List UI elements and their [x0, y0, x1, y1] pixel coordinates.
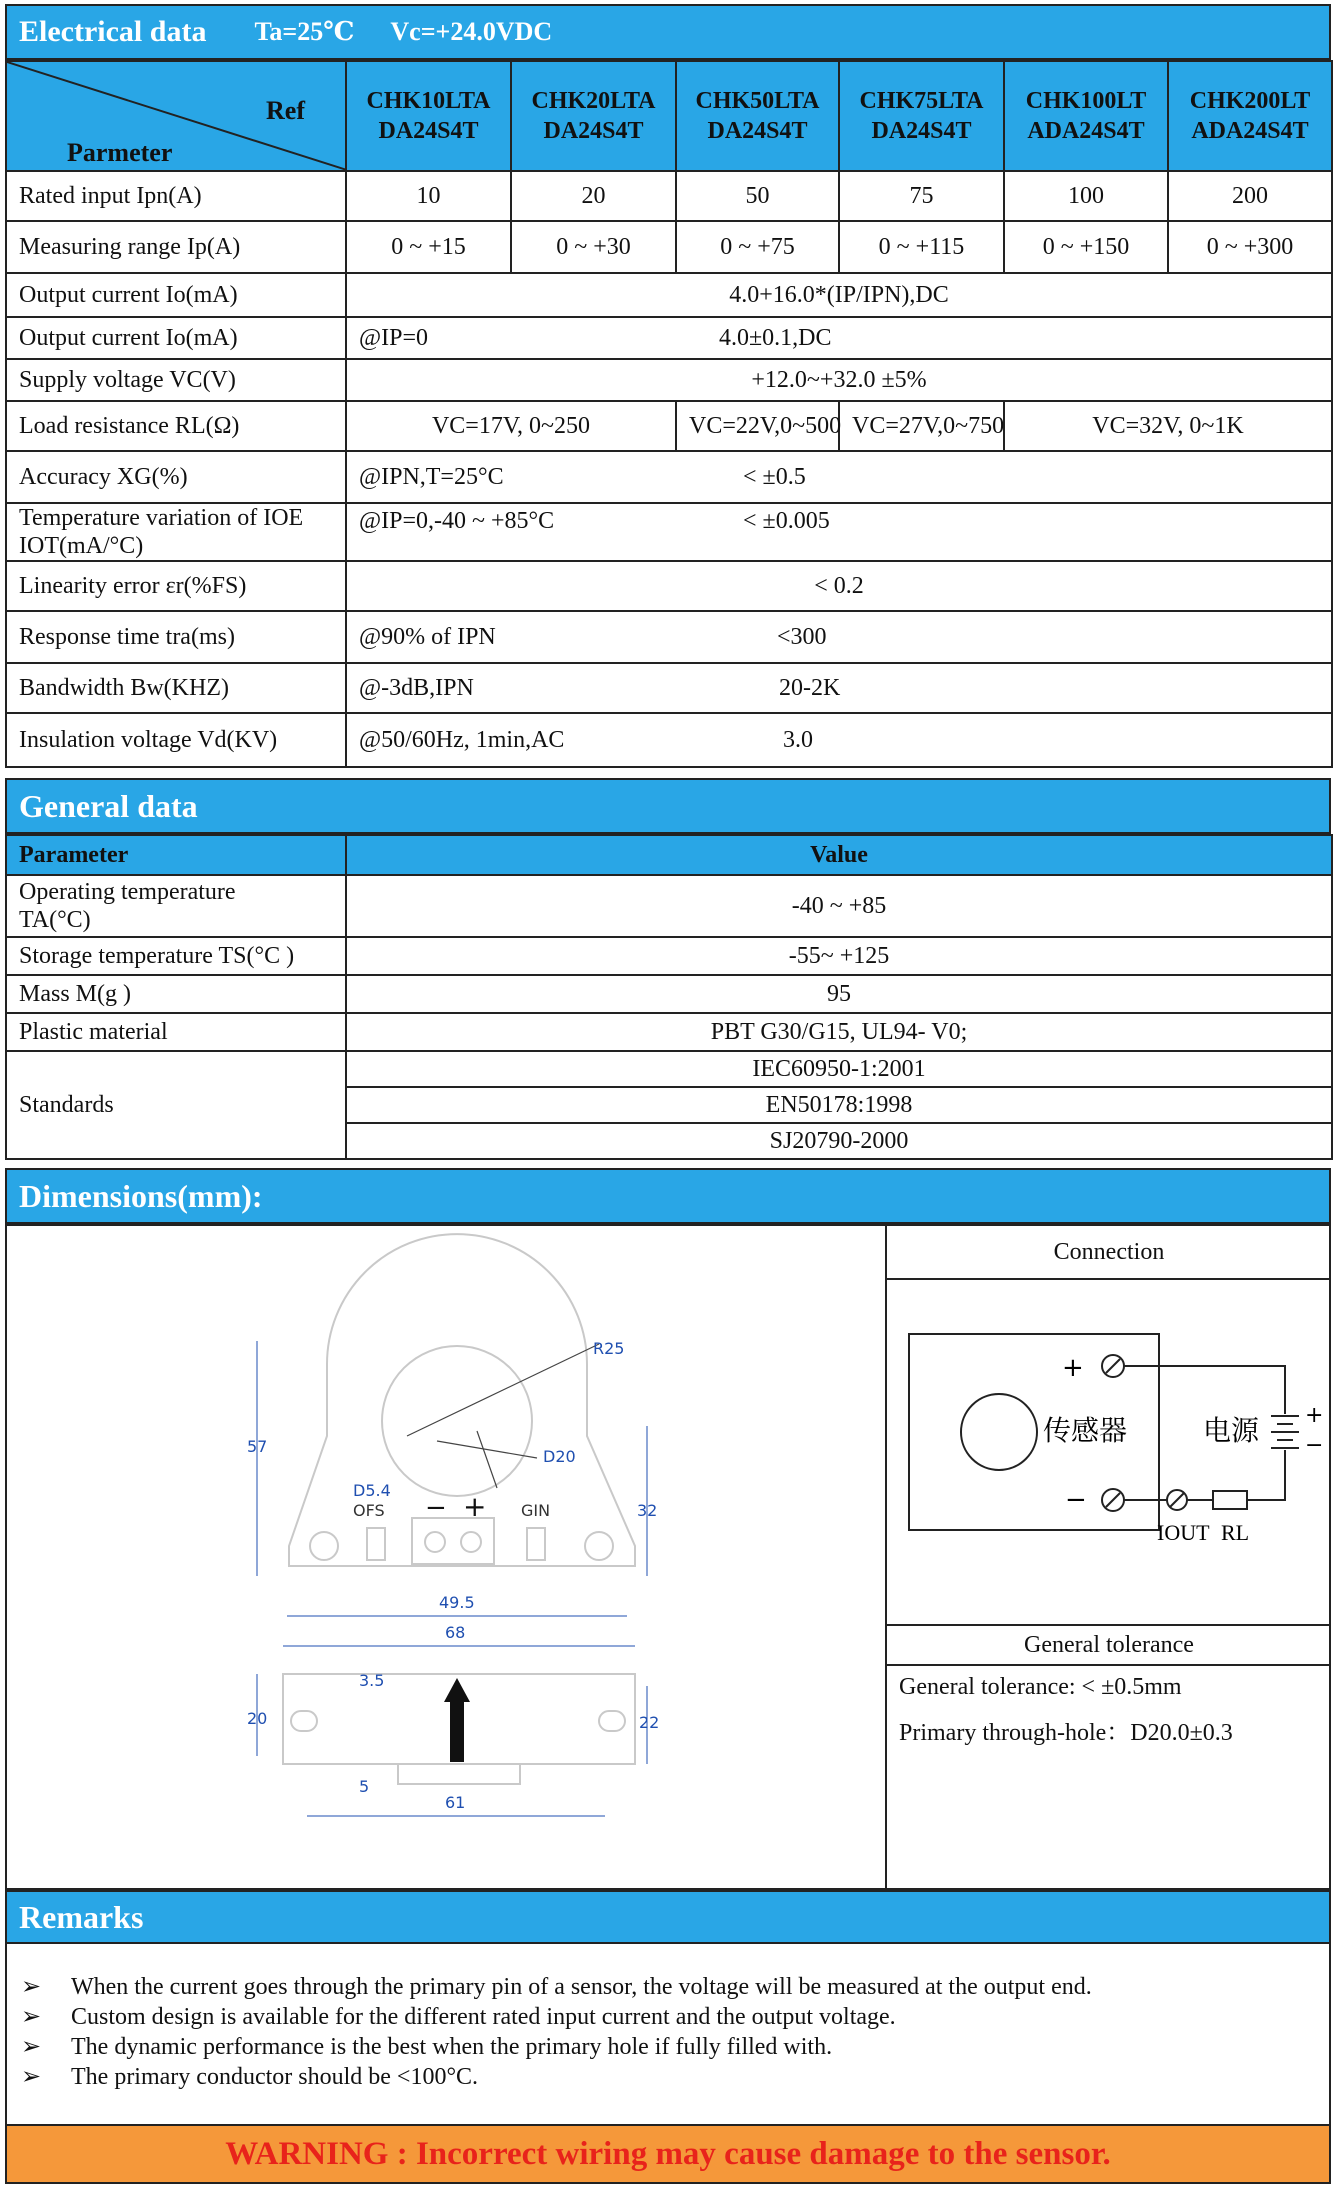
sensor-front-view	[289, 1234, 635, 1566]
table-row	[6, 1051, 1332, 1087]
row-label: Output current Io(mA)	[6, 317, 346, 359]
battery-minus-label: −	[1305, 1433, 1324, 1458]
table-cell: 10	[346, 171, 511, 221]
remark-text: The primary conductor should be <100°C.	[71, 2064, 479, 2090]
table-row	[6, 937, 1332, 975]
ofs-label: OFS	[353, 1501, 385, 1520]
connection-title: Connection	[887, 1226, 1331, 1280]
dim-32: 32	[637, 1501, 658, 1520]
model-cell: CHK10LTA DA24S4T	[346, 61, 511, 171]
battery-plus-label: +	[1305, 1403, 1324, 1428]
arrow-bullet-icon: ➢	[21, 2064, 42, 2090]
connection-panel	[885, 1226, 1331, 1888]
condition-ta: Ta=25℃	[254, 17, 355, 46]
table-cell: 0 ~ +115	[839, 221, 1004, 273]
arrow-bullet-icon: ➢	[21, 2034, 42, 2060]
current-direction-arrow	[444, 1678, 470, 1762]
value-text: 3.0	[783, 726, 813, 753]
table-row	[6, 975, 1332, 1013]
row-label: Temperature variation of IOE IOT(mA/°C)	[6, 503, 346, 561]
row-label: Load resistance RL(Ω)	[6, 401, 346, 451]
table-cell: VC=17V, 0~250	[346, 401, 676, 451]
row-label: Rated input Ipn(A)	[6, 171, 346, 221]
dimensions-header	[5, 1168, 1331, 1224]
battery-icon	[1271, 1416, 1299, 1448]
condition-text: @50/60Hz, 1min,AC	[359, 726, 565, 753]
row-label: Mass M(g )	[6, 975, 346, 1013]
value-text: <300	[777, 623, 827, 650]
value-header: Value	[346, 835, 1332, 875]
remark-text: When the current goes through the primary pin of a sensor, the voltage will be measured at the output end.	[71, 1974, 1092, 2000]
row-label: Supply voltage VC(V)	[6, 359, 346, 401]
table-cell: 100	[1004, 171, 1168, 221]
tolerance-line-2: Primary through-hole：D20.0±0.3	[899, 1720, 1233, 1746]
dim-35: 3.5	[359, 1671, 385, 1690]
table-cell: 0 ~ +300	[1168, 221, 1332, 273]
table-cell: 200	[1168, 171, 1332, 221]
dim-57: 57	[247, 1437, 268, 1456]
table-cell: 0 ~ +150	[1004, 221, 1168, 273]
table-cell: EN50178:1998	[346, 1087, 1332, 1123]
table-row	[6, 503, 1332, 561]
condition-text: @-3dB,IPN	[359, 674, 474, 701]
table-row	[6, 359, 1332, 401]
table-cell: VC=32V, 0~1K	[1004, 401, 1332, 451]
electrical-data-header	[5, 4, 1331, 60]
terminal-minus: −	[425, 1493, 447, 1523]
dim-20: 20	[247, 1709, 268, 1728]
general-data-header	[5, 778, 1331, 834]
condition-vc: Vc=+24.0VDC	[390, 17, 553, 46]
table-cell: -40 ~ +85	[346, 875, 1332, 937]
condition-text: @IP=0	[359, 324, 428, 351]
dim-68: 68	[445, 1623, 466, 1642]
dim-d20: D20	[543, 1447, 576, 1466]
table-row	[6, 663, 1332, 713]
dim-d54: D5.4	[353, 1481, 391, 1500]
condition-text: @90% of IPN	[359, 623, 496, 650]
dim-61: 61	[445, 1793, 466, 1812]
load-resistor	[1213, 1491, 1247, 1509]
table-row	[6, 875, 1332, 937]
iout-label: IOUT	[1157, 1520, 1210, 1545]
table-cell	[346, 713, 1332, 767]
remarks-header	[5, 1890, 1331, 1944]
table-row	[6, 317, 1332, 359]
warning-text: WARNING : Incorrect wiring may cause damage to the sensor.	[225, 2135, 1111, 2172]
leader-lines	[407, 1344, 599, 1488]
row-label: Measuring range Ip(A)	[6, 221, 346, 273]
tolerance-line-1: General tolerance: < ±0.5mm	[899, 1674, 1182, 1700]
value-text: 4.0±0.1,DC	[719, 324, 832, 351]
ref-parameter-cell	[6, 61, 346, 171]
condition-text: @IP=0,-40 ~ +85°C	[359, 508, 555, 534]
rl-label: RL	[1221, 1520, 1250, 1545]
row-label: Standards	[6, 1051, 346, 1159]
table-cell	[346, 451, 1332, 503]
table-cell: 50	[676, 171, 839, 221]
table-cell	[346, 663, 1332, 713]
connection-diagram	[887, 1282, 1331, 1622]
parameter-label: Parmeter	[67, 138, 173, 167]
datasheet	[5, 4, 1331, 2184]
electrical-data-title: Electrical data	[19, 15, 207, 48]
table-row	[6, 273, 1332, 317]
conn-plus-label: +	[1062, 1353, 1084, 1383]
list-item	[21, 2002, 1329, 2032]
conn-minus-label: −	[1065, 1485, 1087, 1515]
table-cell: VC=27V,0~750	[839, 401, 1004, 451]
tolerance-title: General tolerance	[887, 1624, 1331, 1666]
arrow-bullet-icon: ➢	[21, 2004, 42, 2030]
general-data-table	[5, 834, 1333, 1160]
value-text: < ±0.005	[743, 508, 830, 534]
row-label: Bandwidth Bw(KHZ)	[6, 663, 346, 713]
model-cell: CHK50LTA DA24S4T	[676, 61, 839, 171]
electrical-data-table	[5, 60, 1333, 768]
table-cell: VC=22V,0~500	[676, 401, 839, 451]
dimensions-title: Dimensions(mm):	[19, 1177, 263, 1214]
terminal-plus: +	[463, 1490, 487, 1523]
table-cell: 95	[346, 975, 1332, 1013]
dim-22: 22	[639, 1713, 660, 1732]
table-cell: 75	[839, 171, 1004, 221]
table-row	[6, 1013, 1332, 1051]
table-cell	[346, 317, 1332, 359]
table-cell: 20	[511, 171, 676, 221]
row-label: Accuracy XG(%)	[6, 451, 346, 503]
sensor-label: 传感器	[1043, 1414, 1128, 1447]
dimensions-panel	[5, 1224, 1331, 1890]
power-label: 电源	[1203, 1414, 1260, 1447]
sensor-hole	[961, 1394, 1037, 1470]
table-cell: PBT G30/G15, UL94- V0;	[346, 1013, 1332, 1051]
model-header-row	[6, 61, 1332, 171]
table-row	[6, 611, 1332, 663]
value-text: 20-2K	[779, 674, 841, 701]
dim-5: 5	[359, 1777, 370, 1796]
row-label: Plastic material	[6, 1013, 346, 1051]
remarks-list	[5, 1944, 1331, 2124]
table-cell: 4.0+16.0*(IP/IPN),DC	[346, 273, 1332, 317]
dim-495: 49.5	[439, 1593, 475, 1612]
table-cell: 0 ~ +15	[346, 221, 511, 273]
remarks-title: Remarks	[19, 1898, 144, 1935]
table-row	[6, 451, 1332, 503]
dimension-drawing	[7, 1226, 883, 1888]
model-cell: CHK200LT ADA24S4T	[1168, 61, 1332, 171]
general-header-row	[6, 835, 1332, 875]
gin-label: GIN	[521, 1501, 551, 1520]
table-cell: IEC60950-1:2001	[346, 1051, 1332, 1087]
dim-r25: R25	[593, 1339, 625, 1358]
value-text: < ±0.5	[743, 463, 806, 490]
warning-banner	[5, 2124, 1331, 2184]
table-row	[6, 713, 1332, 767]
model-cell: CHK75LTA DA24S4T	[839, 61, 1004, 171]
table-cell: -55~ +125	[346, 937, 1332, 975]
remark-text: The dynamic performance is the best when the primary hole if fully filled with.	[71, 2034, 833, 2060]
list-item	[21, 2032, 1329, 2062]
remark-text: Custom design is available for the different rated input current and the output voltage.	[71, 2004, 896, 2030]
parameter-header: Parameter	[6, 835, 346, 875]
table-row	[6, 221, 1332, 273]
table-cell	[346, 503, 1332, 561]
general-data-title: General data	[19, 787, 198, 824]
arrow-bullet-icon: ➢	[21, 1974, 42, 2000]
row-label: Operating temperature TA(°C)	[6, 875, 346, 937]
table-cell: SJ20790-2000	[346, 1123, 1332, 1159]
table-cell: 0 ~ +75	[676, 221, 839, 273]
table-row	[6, 401, 1332, 451]
table-cell: 0 ~ +30	[511, 221, 676, 273]
ref-label: Ref	[266, 96, 305, 125]
row-label: Output current Io(mA)	[6, 273, 346, 317]
table-cell: < 0.2	[346, 561, 1332, 611]
row-label: Linearity error εr(%FS)	[6, 561, 346, 611]
list-item	[21, 1972, 1329, 2002]
condition-text: @IPN,T=25°C	[359, 463, 504, 490]
table-row	[6, 171, 1332, 221]
list-item	[21, 2062, 1329, 2092]
model-cell: CHK100LT ADA24S4T	[1004, 61, 1168, 171]
row-label: Response time tra(ms)	[6, 611, 346, 663]
table-row	[6, 561, 1332, 611]
model-cell: CHK20LTA DA24S4T	[511, 61, 676, 171]
row-label: Insulation voltage Vd(KV)	[6, 713, 346, 767]
table-cell: +12.0~+32.0 ±5%	[346, 359, 1332, 401]
table-cell	[346, 611, 1332, 663]
row-label: Storage temperature TS(°C )	[6, 937, 346, 975]
